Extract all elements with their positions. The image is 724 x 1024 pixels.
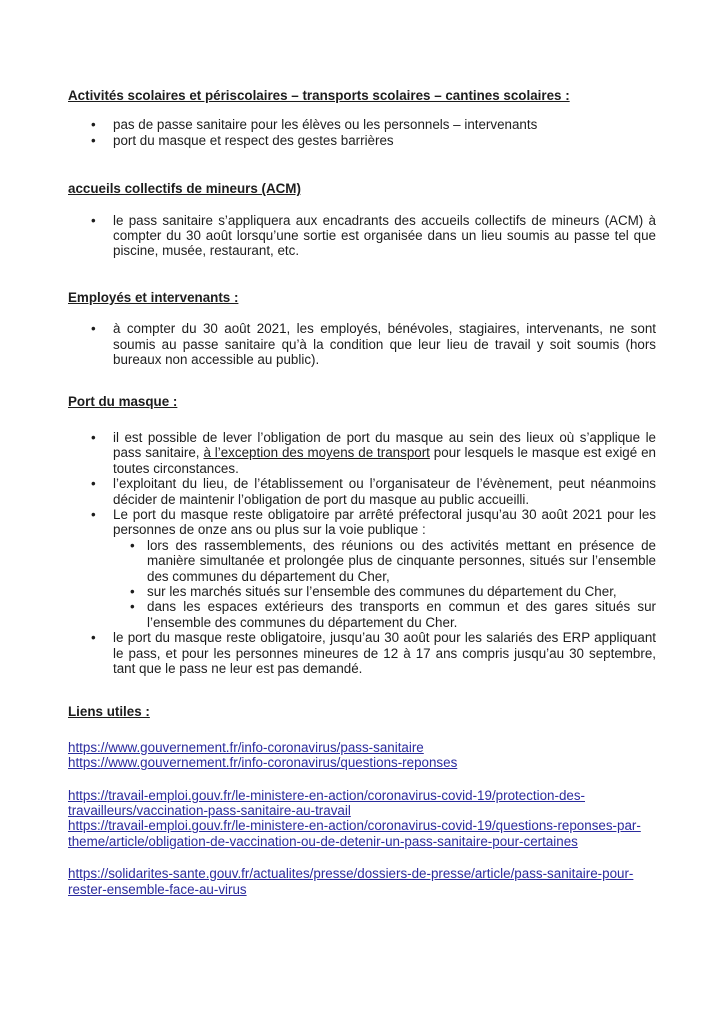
section-heading-acm: accueils collectifs de mineurs (ACM)	[68, 181, 301, 197]
bullet-item	[68, 117, 656, 132]
section-heading-employes: Employés et intervenants :	[68, 289, 239, 305]
link-group-travail-emploi	[68, 788, 656, 850]
bullet-text: port du masque et respect des gestes barrières	[113, 132, 394, 148]
link-pass-sanitaire[interactable]: https://www.gouvernement.fr/info-coronavirus/pass-sanitaire	[68, 739, 424, 755]
bullet-item	[68, 133, 656, 148]
link-group-solidarites-sante	[68, 866, 656, 897]
bullet-text: pas de passe sanitaire pour les élèves ou les personnels – intervenants	[113, 117, 538, 133]
bullet-text-pre: il est possible de lever l’obligation de port du masque au sein des lieux où s’applique le pass sanitaire,	[113, 429, 656, 461]
bullet-item	[68, 213, 656, 259]
bullet-item	[68, 476, 656, 507]
link-vaccination-pass-sanitaire-au-travail[interactable]: https://travail-emploi.gouv.fr/le-ministere-en-action/coronavirus-covid-19/protection-des-travailleurs/vaccination-pass-sanitaire-au-travail	[68, 787, 585, 818]
bullet-item	[68, 507, 656, 538]
section-heading-port-du-masque: Port du masque :	[68, 394, 178, 410]
bullet-text: à compter du 30 août 2021, les employés, bénévoles, stagiaires, intervenants, ne sont soumis au passe sanitaire qu’à la condition que leur lieu de travail y soit soumis (hors bureaux non accessible au public).	[113, 321, 656, 368]
link-group-gouvernement	[68, 740, 656, 771]
bullet-text-post: pour lesquels le masque est exigé en toutes circonstances.	[113, 445, 656, 476]
link-rester-ensemble-face-au-virus[interactable]: https://solidarites-sante.gouv.fr/actualites/presse/dossiers-de-presse/article/pass-sanitaire-pour-rester-ensemble-face-au-virus	[68, 866, 634, 897]
sub-bullet-text: dans les espaces extérieurs des transports en commun et des gares situés sur l’ensemble des communes du département du Cher.	[147, 599, 656, 630]
sub-bullet-text: sur les marchés situés sur l’ensemble des communes du département du Cher,	[147, 583, 617, 599]
bullet-text: Le port du masque reste obligatoire par arrêté préfectoral jusqu’au 30 août 2021 pour les personnes de onze ans ou plus sur la voie publique :	[113, 506, 656, 538]
bullet-item	[68, 630, 656, 676]
sub-bullet-item	[68, 584, 656, 599]
sub-bullet-text: lors des rassemblements, des réunions ou des activités mettant en présence de manière simultanée et prolongée plus de cinquante personnes, situés sur l’ensemble des communes du département du Cher,	[147, 537, 656, 584]
section-heading-activites-scolaires: Activités scolaires et périscolaires – transports scolaires – cantines scolaires :	[68, 88, 570, 103]
section-heading-liens-utiles: Liens utiles :	[68, 704, 150, 720]
link-obligation-vaccination[interactable]: https://travail-emploi.gouv.fr/le-ministere-en-action/coronavirus-covid-19/questions-reponses-par-theme/article/obligation-de-vaccination-ou-de-detenir-un-pass-sanitaire-pour-certaines	[68, 818, 641, 849]
bullet-item	[68, 430, 656, 476]
underlined-phrase: à l’exception des moyens de transport	[203, 445, 430, 461]
bullet-item	[68, 321, 656, 367]
bullet-text: le port du masque reste obligatoire, jusqu’au 30 août pour les salariés des ERP appliquant le pass, et pour les personnes mineures de 12 à 17 ans compris jusqu’au 30 septembre, tant que le pass ne leur est pas demandé.	[113, 630, 656, 676]
sub-bullet-item	[68, 538, 656, 584]
link-questions-reponses[interactable]: https://www.gouvernement.fr/info-coronavirus/questions-reponses	[68, 755, 458, 771]
bullet-text: l’exploitant du lieu, de l’établissement ou l’organisateur de l’évènement, peut néanmoins décider de maintenir l’obligation de port du masque au public accueilli.	[113, 476, 656, 507]
sub-bullet-item	[68, 599, 656, 630]
bullet-text: le pass sanitaire s’appliquera aux encadrants des accueils collectifs de mineurs (ACM) à compter du 30 août lorsqu’une sortie est organisée dans un lieu soumis au passe tel que piscine, musée, restaurant, etc.	[113, 212, 656, 259]
